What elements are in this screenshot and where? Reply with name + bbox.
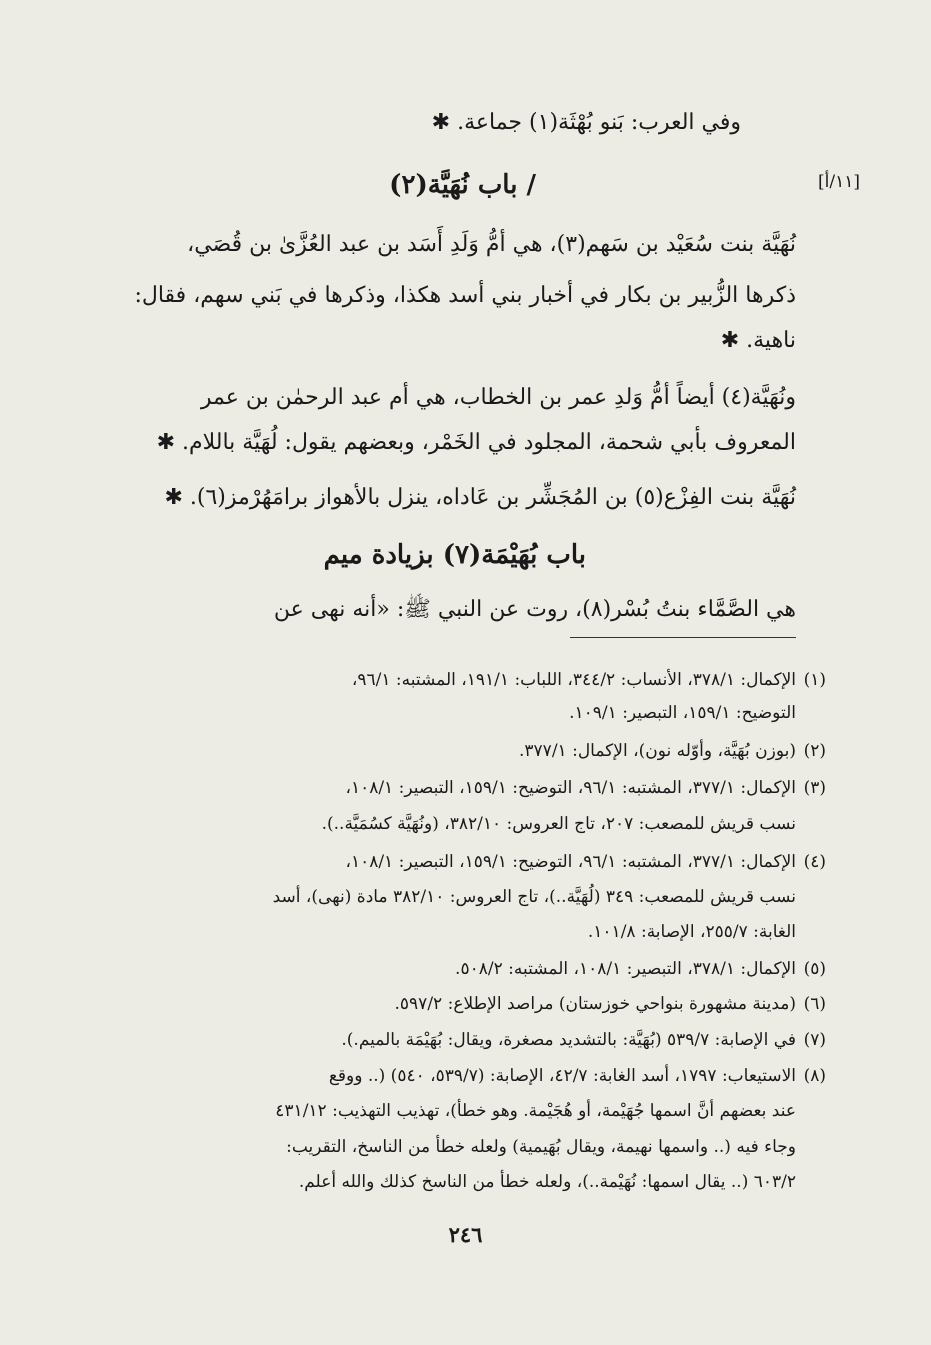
body-line: ناهية. ✱: [720, 328, 796, 353]
footnote-number: (٤): [803, 852, 826, 872]
footnote-2: [105, 741, 826, 761]
manuscript-folio-reference: [١١/أ]: [818, 172, 860, 192]
footnote-line: عند بعضهم أنَّ اسمها جُهَيْمة، أو هُجَيْمة. وهو خطأ)، تهذيب التهذيب: ٤٣١/١٢: [275, 1101, 796, 1121]
footnote-line: الإكمال: ٣٧٧/١، المشتبه: ٩٦/١، التوضيح: ١٥٩/١، التبصير: ١٠٨/١،: [345, 852, 796, 872]
body-line: المعروف بأبي شحمة، المجلود في الخَمْر، وبعضهم يقول: لُهَيَّة باللام. ✱: [156, 430, 796, 455]
footnote-6: [105, 994, 826, 1014]
footnote-5: [105, 959, 826, 979]
footnote-line: التوضيح: ١٥٩/١، التبصير: ١٠٩/١.: [569, 703, 796, 723]
body-line: ونُهَيَّة(٤) أيضاً أمُّ وَلدِ عمر بن الخطاب، هي أم عبد الرحمٰن بن عمر: [200, 385, 796, 410]
footnote-number: (٧): [803, 1030, 826, 1050]
footnote-line: الغابة: ٢٥٥/٧، الإصابة: ١٠١/٨.: [587, 922, 796, 942]
footnote-4: [105, 852, 826, 872]
footnote-line: الإكمال: ٣٧٧/١، المشتبه: ٩٦/١، التوضيح: ١٥٩/١، التبصير: ١٠٨/١،: [345, 778, 796, 798]
body-line: هي الصَّمَّاء بنتُ بُسْر(٨)، روت عن النبي ﷺ: «أنه نهى عن: [273, 597, 796, 622]
footnote-number: (٥): [803, 959, 826, 979]
footnote-line: نسب قريش للمصعب: ٢٠٧، تاج العروس: ٣٨٢/١٠، (ونُهَيَّة كسُمَيَّة..).: [321, 814, 796, 834]
footnote-line: وجاء فيه (.. واسمها نهيمة، ويقال بُهَيمية) ولعله خطأ من الناسخ، التقريب:: [286, 1137, 796, 1157]
footnote-7: [105, 1030, 826, 1050]
footnote-separator: [570, 637, 796, 638]
footnote-8: [105, 1066, 826, 1086]
footnote-line: (بوزن بُهَيَّة، وأوّله نون)، الإكمال: ٣٧٧/١.: [519, 741, 796, 761]
body-line: نُهَيَّة بنت سُعَيْد بن سَهم(٣)، هي أمُّ وَلَدِ أَسَد بن عبد العُزَّىٰ بن قُصَي،: [187, 232, 796, 257]
footnote-number: (٣): [803, 778, 826, 798]
body-line: ذكرها الزُّبير بن بكار في أخبار بني أسد هكذا، وذكرها في بَني سهم، فقال:: [134, 283, 796, 308]
footnote-number: (٢): [803, 741, 826, 761]
footnote-number: (٦): [803, 994, 826, 1014]
footnote-number: (٨): [803, 1066, 826, 1086]
footnote-line: الاستيعاب: ١٧٩٧، أسد الغابة: ٤٢/٧، الإصابة: (٥٣٩/٧، ٥٤٠) (.. ووقع: [328, 1066, 796, 1086]
section-heading-buhayma: باب بُهَيْمَة(٧) بزيادة ميم: [323, 540, 586, 570]
footnote-line: ٦٠٣/٢ (.. يقال اسمها: نُهَيْمة..)، ولعله خطأ من الناسخ كذلك والله أعلم.: [298, 1172, 796, 1192]
body-line: نُهَيَّة بنت الفِزْع(٥) بن المُجَشِّر بن عَاداه، ينزل بالأهواز برامَهُرْمز(٦). ✱: [164, 485, 796, 510]
opening-line: وفي العرب: بَنو بُهْثَة(١) جماعة. ✱: [431, 110, 741, 135]
footnote-number: (١): [803, 670, 826, 690]
footnote-3: [105, 778, 826, 798]
footnote-line: الإكمال: ٣٧٨/١، الأنساب: ٣٤٤/٢، اللباب: ١٩١/١، المشتبه: ٩٦/١،: [351, 670, 796, 690]
footnote-line: (مدينة مشهورة بنواحي خوزستان) مراصد الإطلاع: ٥٩٧/٢.: [394, 994, 796, 1014]
footnote-line: في الإصابة: ٥٣٩/٧ (بُهَيَّة: بالتشديد مصغرة، ويقال: بُهَيْمَة بالميم.).: [341, 1030, 796, 1050]
footnote-line: الإكمال: ٣٧٨/١، التبصير: ١٠٨/١، المشتبه: ٥٠٨/٢.: [455, 959, 796, 979]
footnote-1: [105, 670, 826, 690]
footnote-line: نسب قريش للمصعب: ٣٤٩ (لُهَيَّة..)، تاج العروس: ٣٨٢/١٠ مادة (نهى)، أسد: [272, 887, 796, 907]
page-number: ٢٤٦: [448, 1222, 483, 1247]
section-heading-nuhayya: / باب نُهَيَّة(٢): [389, 170, 536, 200]
